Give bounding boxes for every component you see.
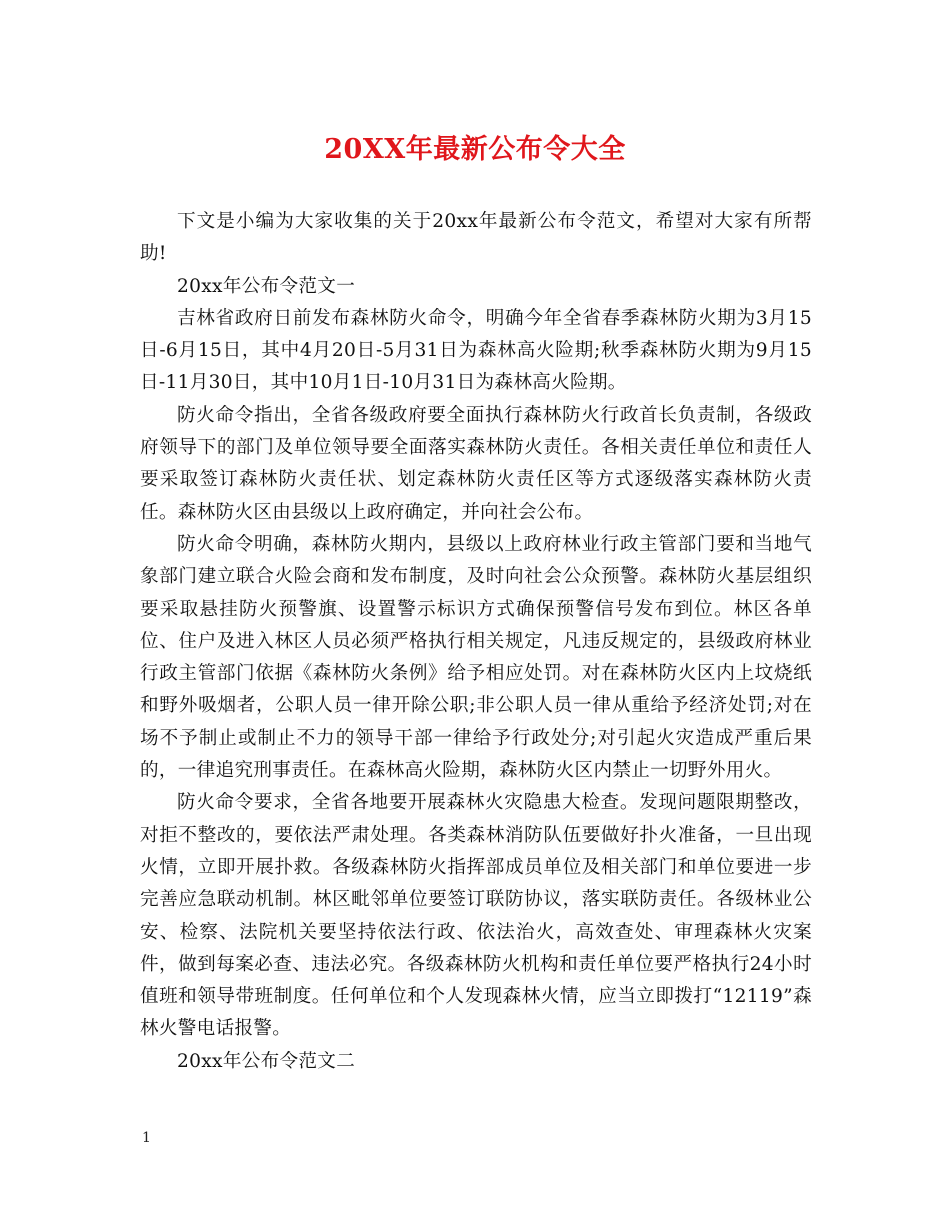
section-heading-sample-one: 20xx年公布令范文一 (177, 275, 356, 297)
paragraph-fire-period: 吉林省政府日前发布森林防火命令，明确今年全省春季森林防火期为3月15日-6月15日，其中4月20日-5月31日为森林高火险期;秋季森林防火期为9月15日-11月30日，其中10月1日-10月31日为森林高火险期。 (140, 307, 812, 394)
document-body (140, 206, 812, 1078)
page-number: 1 (142, 1130, 151, 1146)
paragraph-responsibility: 防火命令指出，全省各级政府要全面执行森林防火行政首长负责制，各级政府领导下的部门及单位领导要全面落实森林防火责任。各相关责任单位和责任人要采取签订森林防火责任状、划定森林防火责任区等方式逐级落实森林防火责任。森林防火区由县级以上政府确定，并向社会公布。 (140, 404, 812, 523)
section-heading-sample-two: 20xx年公布令范文二 (177, 1050, 356, 1072)
paragraph-intro: 下文是小编为大家收集的关于20xx年最新公布令范文，希望对大家有所帮助! (140, 211, 812, 265)
document-title: 20XX年最新公布令大全 (324, 134, 626, 165)
paragraph-warning-penalties: 防火命令明确，森林防火期内，县级以上政府林业行政主管部门要和当地气象部门建立联合火险会商和发布制度，及时向社会公众预警。森林防火基层组织要采取悬挂防火预警旗、设置警示标识方式确保预警信号发布到位。林区各单位、住户及进入林区人员必须严格执行相关规定，凡违反规定的，县级政府林业行政主管部门依据《森林防火条例》给予相应处罚。对在森林防火区内上坟烧纸和野外吸烟者，公职人员一律开除公职;非公职人员一律从重给予经济处罚;对在场不予制止或制止不力的领导干部一律给予行政处分;对引起火灾造成严重后果的，一律追究刑事责任。在森林高火险期，森林防火区内禁止一切野外用火。 (140, 533, 812, 782)
paragraph-inspection-requirements: 防火命令要求，全省各地要开展森林火灾隐患大检查。发现问题限期整改，对拒不整改的，要依法严肃处理。各类森林消防队伍要做好扑火准备，一旦出现火情，立即开展扑救。各级森林防火指挥部成员单位及相关部门和单位要进一步完善应急联动机制。林区毗邻单位要签订联防协议，落实联防责任。各级林业公安、检察、法院机关要坚持依法行政、依法治火，高效查处、审理森林火灾案件，做到每案必查、违法必究。各级森林防火机构和责任单位要严格执行24小时值班和领导带班制度。任何单位和个人发现森林火情，应当立即拨打“12119”森林火警电话报警。 (140, 792, 812, 1040)
